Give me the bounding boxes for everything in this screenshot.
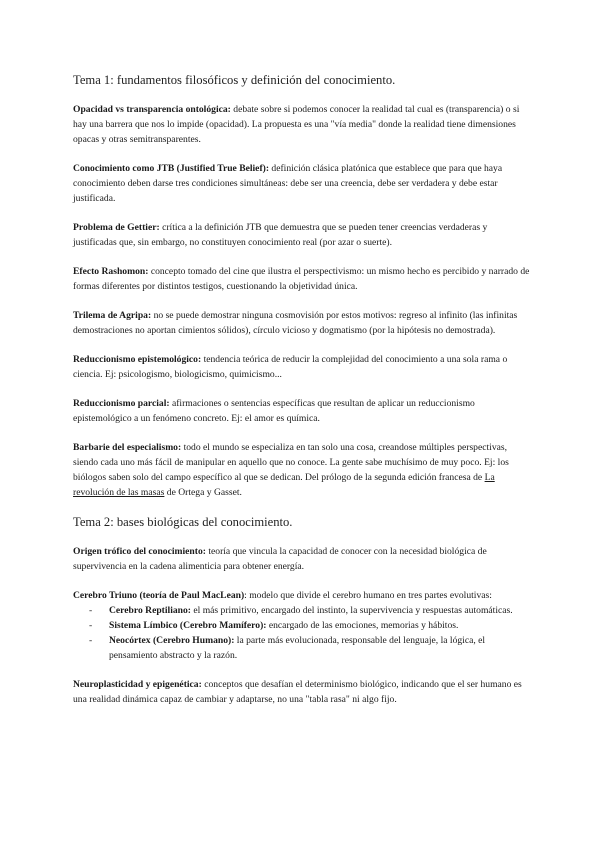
term: Trilema de Agripa:	[73, 310, 152, 321]
term: Conocimiento como JTB (Justified True Belief):	[73, 163, 270, 174]
definition-text: tendencia teórica de reducir la complejidad del conocimiento a una sola rama o ciencia. Ej: psicologismo, biologicismo, quimicismo...	[73, 354, 508, 380]
term: Cerebro Triuno (teoría de Paul MacLean)	[73, 590, 245, 601]
definition-text: debate sobre si podemos conocer la realidad tal cual es (transparencia) o si hay una barrera que nos lo impide (opacidad). La propuesta es una "vía media" donde la realidad tiene dimensiones opacas y otras semitransparentes.	[73, 104, 520, 145]
term: Neuroplasticidad y epigenética:	[73, 679, 202, 690]
list-item	[73, 618, 531, 633]
definition-text: : modelo que divide el cerebro humano en tres partes evolutivas:	[244, 590, 492, 601]
definition-gettier	[73, 220, 531, 250]
term: Problema de Gettier:	[73, 222, 160, 233]
term: Cerebro Reptiliano:	[109, 605, 191, 616]
list-item	[73, 633, 531, 663]
list-item	[73, 603, 531, 618]
dash-bullet: -	[89, 620, 93, 631]
definition-text: todo el mundo se especializa en tan solo una cosa, creandose múltiples perspectivas, siendo cada uno más fácil de manipular en aquello que no conoce. La gente sabe muchísimo de muy poco. Ej: los biólogos saben solo del campo específico al que se dedican. Del prólogo de la segunda edición francesa de	[73, 442, 509, 483]
definition-barbarie	[73, 440, 531, 500]
definition-text-tail: de Ortega y Gasset.	[164, 487, 242, 498]
term: Reduccionismo parcial:	[73, 398, 170, 409]
definition-neuroplasticidad	[73, 677, 531, 707]
dash-bullet: -	[89, 605, 93, 616]
definition-text: la parte más evolucionada, responsable del lenguaje, la lógica, el pensamiento abstracto y la razón.	[109, 635, 486, 661]
brain-parts-list	[73, 603, 531, 663]
term: Origen trófico del conocimiento:	[73, 546, 206, 557]
definition-text: definición clásica platónica que establece que para que haya conocimiento deben darse tres condiciones simultáneas: debe ser una creencia, debe ser verdadera y debe estar justificada.	[73, 163, 503, 204]
term: Efecto Rashomon:	[73, 266, 149, 277]
term: Opacidad vs transparencia ontológica:	[73, 104, 231, 115]
definition-text: conceptos que desafían el determinismo biológico, indicando que el ser humano es una realidad dinámica capaz de cambiar y adaptarse, no una "tabla rasa" ni algo fijo.	[73, 679, 522, 705]
definition-reduccionismo-epistemologico	[73, 352, 531, 382]
section-title-tema2: Tema 2: bases biológicas del conocimiento.	[73, 515, 293, 529]
definition-text: teoría que vincula la capacidad de conocer con la necesidad biológica de supervivencia en la cadena alimenticia para obtener energía.	[73, 546, 487, 572]
definition-text: afirmaciones o sentencias específicas que resultan de aplicar un reduccionismo epistemológico a un fenómeno concreto. Ej: el amor es química.	[73, 398, 475, 424]
definition-text: no se puede demostrar ninguna cosmovisión por estos motivos: regreso al infinito (las infinitas demostraciones no aportan cimientos sólidos), círculo vicioso y dogmatismo (por la hipótesis no demostrada).	[73, 310, 518, 336]
document-content	[73, 72, 531, 721]
definition-jtb	[73, 161, 531, 206]
term: Neocórtex (Cerebro Humano):	[109, 635, 235, 646]
definition-text: concepto tomado del cine que ilustra el perspectivismo: un mismo hecho es percibido y narrado de formas diferentes por distintos testigos, cuestionando la objetividad única.	[73, 266, 530, 292]
definition-text: el más primitivo, encargado del instinto, la supervivencia y respuestas automáticas.	[190, 605, 513, 616]
term: Barbarie del especialismo:	[73, 442, 182, 453]
definition-cerebro-triuno	[73, 588, 531, 603]
term: Reduccionismo epistemológico:	[73, 354, 202, 365]
dash-bullet: -	[89, 635, 93, 646]
definition-rashomon	[73, 264, 531, 294]
definition-text: crítica a la definición JTB que demuestra que se pueden tener creencias verdaderas y justificadas que, sin embargo, no constituyen conocimiento real (por azar o suerte).	[73, 222, 488, 248]
definition-origen-trofico	[73, 544, 531, 574]
term: Sistema Límbico (Cerebro Mamífero):	[109, 620, 267, 631]
definition-opacidad	[73, 102, 531, 147]
definition-agripa	[73, 308, 531, 338]
definition-text: encargado de las emociones, memorias y hábitos.	[266, 620, 459, 631]
section-title-tema1: Tema 1: fundamentos filosóficos y definición del conocimiento.	[73, 73, 396, 87]
book-title-link: La revolución de las masas	[73, 472, 495, 498]
definition-reduccionismo-parcial	[73, 396, 531, 426]
